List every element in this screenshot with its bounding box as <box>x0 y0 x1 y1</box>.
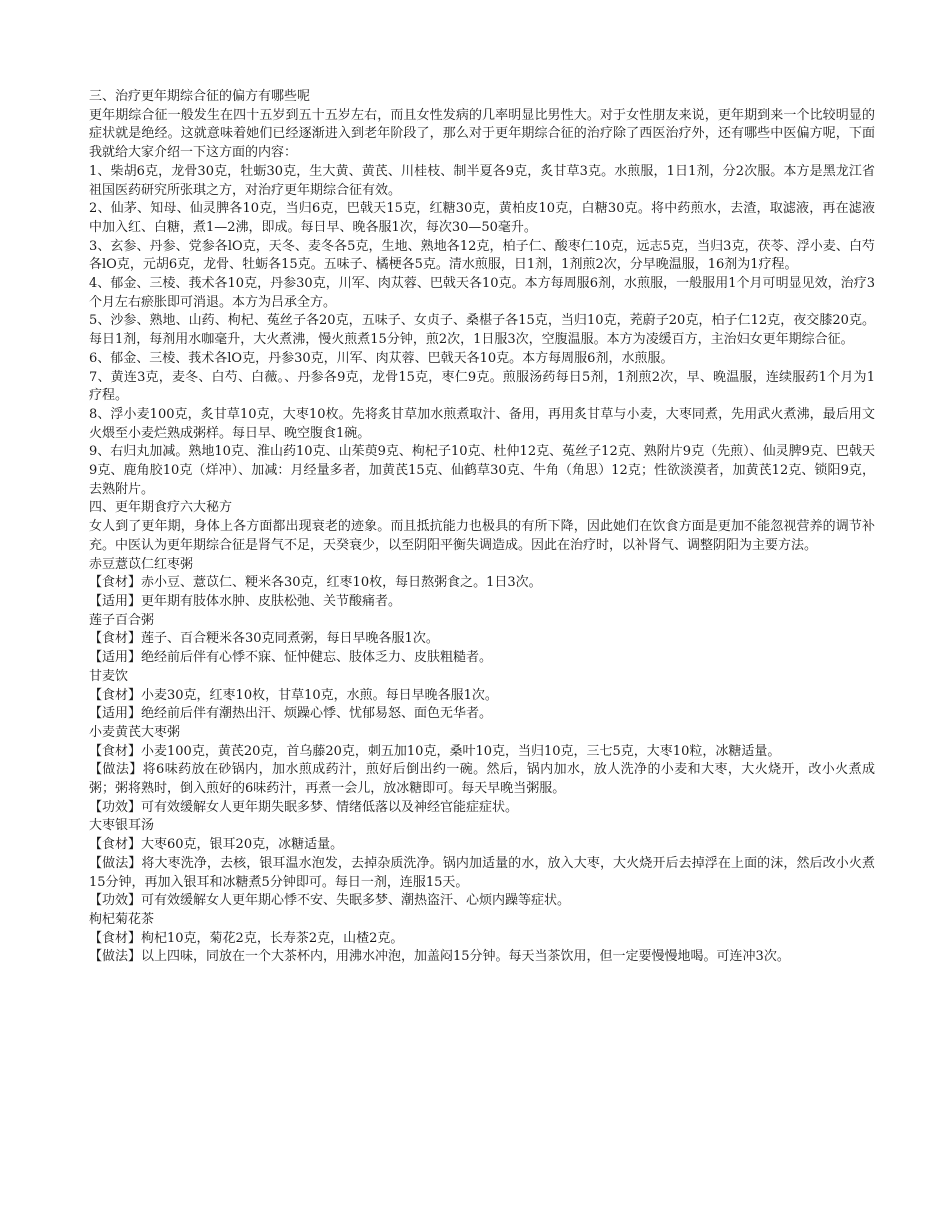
recipe-title: 莲子百合粥 <box>89 612 155 628</box>
remedy-item-1: 1、柴胡6克，龙骨30克，牡蛎30克，生大黄、黄芪、川桂枝、制半夏各9克，炙甘草3克。水煎服，1日1剂，分2次服。本方是黑龙江省祖国医药研究所张琪之方，对治疗更年期综合征有效。 <box>89 163 875 198</box>
recipe-line: 【适用】绝经前后伴有心悸不寐、怔忡健忘、肢体乏力、皮肤粗糙者。 <box>89 650 493 666</box>
recipe-line: 【适用】更年期有肢体水肿、皮肤松弛、关节酸痛者。 <box>89 593 402 609</box>
recipe-title: 甘麦饮 <box>89 668 129 684</box>
section-3-intro: 更年期综合征一般发生在四十五岁到五十五岁左右，而且女性发病的几率明显比男性大。对于女性朋友来说，更年期到来一个比较明显的症状就是绝经。这就意味着她们已经逐渐进入到老年阶段了，那么对于更年期综合征的治疗除了西医治疗外，还有哪些中医偏方呢，下面我就给大家介绍一下这方面的内容： <box>89 107 875 161</box>
recipe-line: 【功效】可有效缓解女人更年期心悸不安、失眠多梦、潮热盗汗、心烦内躁等症状。 <box>89 893 571 909</box>
section-4-heading: 四、更年期食疗六大秘方 <box>89 500 233 516</box>
recipe-line: 【食材】赤小豆、薏苡仁、粳米各30克，红枣10枚，每日熬粥食之。1日3次。 <box>89 575 542 591</box>
recipe-line: 【食材】莲子、百合粳米各30克同煮粥，每日早晚各服1次。 <box>89 631 439 647</box>
recipe-line: 【食材】小麦100克，黄芪20克，首乌藤20克，刺五加10克，桑叶10克，当归10克，三七5克，大枣10粒，冰糖适量。 <box>89 743 781 759</box>
remedy-item-2: 2、仙茅、知母、仙灵脾各10克，当归6克，巴戟天15克，红糖30克，黄柏皮10克，白糖30克。将中药煎水，去渣，取滤液，再在滤液中加入红、白糖，煮1—2沸，即成。每日早、晚各服1次，每次30—50毫升。 <box>89 201 875 235</box>
recipe-line: 【做法】以上四味，同放在一个大茶杯内，用沸水冲泡，加盖闷15分钟。每天当茶饮用，但一定要慢慢地喝。可连冲3次。 <box>89 949 790 965</box>
remedy-item-7: 7、黄连3克，麦冬、白芍、白薇。、丹参各9克，龙骨15克，枣仁9克。煎服汤药每日5剂，1剂煎2次，早、晚温服，连续服药1个月为1疗程。 <box>89 369 875 404</box>
document-page <box>89 88 875 967</box>
remedy-item-4: 4、郁金、三棱、莪术各10克，丹参30克，川军、肉苁蓉、巴戟天各10克。本方每周服6剂，水煎服，一般服用1个月可明显见效，治疗3个月左右瘀胀即可消退。本方为吕承全方。 <box>89 276 875 310</box>
recipe-line: 【食材】大枣60克，银耳20克，冰糖适量。 <box>89 837 344 853</box>
remedy-item-9: 9、右归丸加减。熟地10克、淮山药10克、山茱萸9克、枸杞子10克、杜仲12克、菟丝子12克、熟附片9克（先煎）、仙灵脾9克、巴戟天9克、鹿角胶10克（烊冲）、加减：月经量多者，加黄芪15克、仙鹤草30克、牛角（角思）12克；性欲淡漠者，加黄芪12克、锁阳9克，去熟附片。 <box>89 444 875 497</box>
recipe-title: 枸杞菊花茶 <box>89 911 155 927</box>
remedy-item-8: 8、浮小麦100克，炙甘草10克，大枣10枚。先将炙甘草加水煎煮取汁、备用，再用炙甘草与小麦，大枣同煮，先用武火煮沸，最后用文火煨至小麦烂熟成粥样。每日早、晚空腹食1碗。 <box>89 406 875 441</box>
recipe-title: 大枣银耳汤 <box>89 818 155 834</box>
recipe-line: 【做法】将6味药放在砂锅内，加水煎成药汁，煎好后倒出约一碗。然后，锅内加水，放人洗净的小麦和大枣，大火烧开，改小火煮成粥；粥将熟时，倒入煎好的6味药汁，再煮一会儿，放冰糖即可。每天早晚当粥服。 <box>89 762 875 797</box>
recipe-title: 赤豆薏苡仁红枣粥 <box>89 556 194 572</box>
recipe-line: 【食材】小麦30克，红枣10枚，甘草10克，水煎。每日早晚各服1次。 <box>89 687 498 703</box>
recipe-line: 【功效】可有效缓解女人更年期失眠多梦、情绪低落以及神经官能症症状。 <box>89 799 519 815</box>
recipe-line: 【适用】绝经前后伴有潮热出汗、烦躁心悸、忧郁易怒、面色无华者。 <box>89 706 493 722</box>
remedy-item-5: 5、沙参、熟地、山药、枸杞、菟丝子各20克，五味子、女贞子、桑椹子各15克，当归10克，茺蔚子20克，柏子仁12克，夜交膝20克。每日1剂，每剂用水咖毫升，大火煮沸，慢火煎煮15分钟，煎2次，1日服3次，空腹温服。本方为凌缓百方，主治妇女更年期综合征。 <box>89 313 875 348</box>
recipe-title: 小麦黄芪大枣粥 <box>89 724 181 740</box>
recipe-line: 【食材】枸杞10克，菊花2克，长寿茶2克，山楂2克。 <box>89 930 404 946</box>
section-3-heading: 三、治疗更年期综合征的偏方有哪些呢 <box>89 89 311 104</box>
section-4-intro: 女人到了更年期，身体上各方面都出现衰老的迹象。而且抵抗能力也极具的有所下降，因此她们在饮食方面是更加不能忽视营养的调节补充。中医认为更年期综合征是肾气不足，天癸衰少，以至阴阳平衡失调造成。因此在治疗时，以补肾气、调整阴阳为主要方法。 <box>89 519 875 553</box>
remedy-item-3: 3、玄参、丹参、党参各lO克，天冬、麦冬各5克，生地、熟地各12克，柏子仁、酸枣仁10克，远志5克，当归3克，茯苓、浮小麦、白芍各lO克，元胡6克，龙骨、牡蛎各15克。五味子、橘梗各5克。清水煎服，日1剂，1剂煎2次，分早晚温服，16剂为1疗程。 <box>89 238 875 273</box>
remedy-item-6: 6、郁金、三棱、莪术各lO克，丹参30克，川军、肉苁蓉、巴戟天各10克。本方每周服6剂，水煎服。 <box>89 350 674 366</box>
recipe-line: 【做法】将大枣洗净，去核，银耳温水泡发，去掉杂质洗净。锅内加适量的水，放入大枣，大火烧开后去掉浮在上面的沫，然后改小火煮15分钟，再加入银耳和冰糖煮5分钟即可。每日一剂，连服15天。 <box>89 855 875 890</box>
